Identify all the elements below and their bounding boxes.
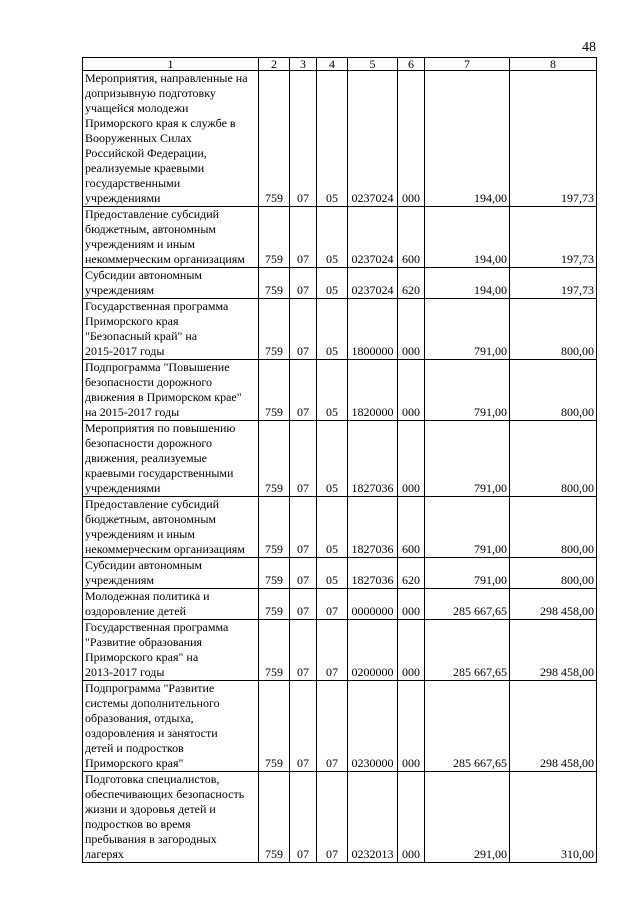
subsection-code-cell: 05: [317, 71, 348, 207]
section-code-cell: 07: [290, 207, 317, 268]
department-code-cell: 759: [259, 207, 290, 268]
target-article-cell: 1827036: [348, 558, 398, 589]
amount-col8-cell: 298 458,00: [510, 681, 597, 772]
target-article-cell: 1827036: [348, 497, 398, 558]
department-code-cell: 759: [259, 620, 290, 681]
section-code-cell: 07: [290, 268, 317, 299]
subsection-code-cell: 05: [317, 421, 348, 497]
expense-type-cell: 000: [398, 71, 425, 207]
amount-col7-cell: 285 667,65: [425, 620, 510, 681]
amount-col8-cell: 197,73: [510, 207, 597, 268]
table-row: [83, 421, 597, 497]
subsection-code-cell: 05: [317, 360, 348, 421]
amount-col8-cell: 800,00: [510, 558, 597, 589]
department-code-cell: 759: [259, 360, 290, 421]
section-code-cell: 07: [290, 620, 317, 681]
amount-col7-cell: 791,00: [425, 360, 510, 421]
header-cell: 2: [259, 58, 290, 71]
expense-type-cell: 000: [398, 772, 425, 863]
section-code-cell: 07: [290, 497, 317, 558]
table-row: [83, 268, 597, 299]
table-row: [83, 497, 597, 558]
section-code-cell: 07: [290, 71, 317, 207]
table-row: [83, 681, 597, 772]
target-article-cell: 1800000: [348, 299, 398, 360]
section-code-cell: 07: [290, 681, 317, 772]
target-article-cell: 0200000: [348, 620, 398, 681]
row-name-cell: Мероприятия по повышению безопасности дорожного движения, реализуемые краевыми государственными учреждениями: [83, 421, 259, 497]
row-name-cell: Государственная программа "Развитие образования Приморского края" на 2013-2017 годы: [83, 620, 259, 681]
expense-type-cell: 000: [398, 421, 425, 497]
table-header-row: [83, 58, 597, 71]
expense-type-cell: 000: [398, 681, 425, 772]
subsection-code-cell: 05: [317, 299, 348, 360]
table-row: [83, 772, 597, 863]
table-row: [83, 207, 597, 268]
target-article-cell: 0232013: [348, 772, 398, 863]
expense-type-cell: 600: [398, 497, 425, 558]
target-article-cell: 0237024: [348, 207, 398, 268]
row-name-cell: Субсидии автономным учреждениям: [83, 558, 259, 589]
section-code-cell: 07: [290, 299, 317, 360]
amount-col7-cell: 291,00: [425, 772, 510, 863]
subsection-code-cell: 05: [317, 558, 348, 589]
subsection-code-cell: 07: [317, 620, 348, 681]
amount-col8-cell: 800,00: [510, 299, 597, 360]
expense-type-cell: 620: [398, 558, 425, 589]
expense-type-cell: 000: [398, 299, 425, 360]
subsection-code-cell: 07: [317, 772, 348, 863]
department-code-cell: 759: [259, 268, 290, 299]
section-code-cell: 07: [290, 589, 317, 620]
target-article-cell: 0237024: [348, 71, 398, 207]
expense-type-cell: 000: [398, 620, 425, 681]
row-name-cell: Предоставление субсидий бюджетным, автономным учреждениям и иным некоммерческим организациям: [83, 207, 259, 268]
row-name-cell: Подготовка специалистов, обеспечивающих безопасность жизни и здоровья детей и подростков во время пребывания в загородных лагерях: [83, 772, 259, 863]
amount-col8-cell: 197,73: [510, 71, 597, 207]
amount-col7-cell: 285 667,65: [425, 681, 510, 772]
table-row: [83, 71, 597, 207]
department-code-cell: 759: [259, 589, 290, 620]
target-article-cell: 0230000: [348, 681, 398, 772]
table-row: [83, 589, 597, 620]
amount-col7-cell: 791,00: [425, 497, 510, 558]
subsection-code-cell: 07: [317, 589, 348, 620]
expense-type-cell: 620: [398, 268, 425, 299]
section-code-cell: 07: [290, 421, 317, 497]
amount-col8-cell: 800,00: [510, 360, 597, 421]
department-code-cell: 759: [259, 497, 290, 558]
amount-col7-cell: 194,00: [425, 268, 510, 299]
row-name-cell: Молодежная политика и оздоровление детей: [83, 589, 259, 620]
header-cell: 7: [425, 58, 510, 71]
amount-col7-cell: 791,00: [425, 299, 510, 360]
expense-type-cell: 000: [398, 589, 425, 620]
row-name-cell: Субсидии автономным учреждениям: [83, 268, 259, 299]
expense-type-cell: 600: [398, 207, 425, 268]
department-code-cell: 759: [259, 299, 290, 360]
row-name-cell: Подпрограмма "Повышение безопасности дорожного движения в Приморском крае" на 2015-2017 годы: [83, 360, 259, 421]
row-name-cell: Мероприятия, направленные на допризывную подготовку учащейся молодежи Приморского края к службе в Вооруженных Силах Российской Федерации, реализуемые краевыми государственными учреждениями: [83, 71, 259, 207]
header-cell: 5: [348, 58, 398, 71]
department-code-cell: 759: [259, 558, 290, 589]
amount-col8-cell: 298 458,00: [510, 589, 597, 620]
amount-col7-cell: 194,00: [425, 71, 510, 207]
table-row: [83, 360, 597, 421]
section-code-cell: 07: [290, 772, 317, 863]
department-code-cell: 759: [259, 681, 290, 772]
header-cell: 8: [510, 58, 597, 71]
amount-col8-cell: 310,00: [510, 772, 597, 863]
header-cell: 3: [290, 58, 317, 71]
amount-col8-cell: 298 458,00: [510, 620, 597, 681]
table-row: [83, 620, 597, 681]
section-code-cell: 07: [290, 558, 317, 589]
section-code-cell: 07: [290, 360, 317, 421]
amount-col8-cell: 197,73: [510, 268, 597, 299]
amount-col7-cell: 285 667,65: [425, 589, 510, 620]
subsection-code-cell: 05: [317, 207, 348, 268]
table-row: [83, 558, 597, 589]
row-name-cell: Предоставление субсидий бюджетным, автономным учреждениям и иным некоммерческим организациям: [83, 497, 259, 558]
expense-type-cell: 000: [398, 360, 425, 421]
target-article-cell: 1827036: [348, 421, 398, 497]
subsection-code-cell: 05: [317, 268, 348, 299]
department-code-cell: 759: [259, 71, 290, 207]
target-article-cell: 0000000: [348, 589, 398, 620]
row-name-cell: Подпрограмма "Развитие системы дополнительного образования, отдыха, оздоровления и занятости детей и подростков Приморского края": [83, 681, 259, 772]
row-name-cell: Государственная программа Приморского края "Безопасный край" на 2015-2017 годы: [83, 299, 259, 360]
target-article-cell: 0237024: [348, 268, 398, 299]
amount-col7-cell: 791,00: [425, 421, 510, 497]
department-code-cell: 759: [259, 772, 290, 863]
budget-table: [82, 57, 597, 863]
subsection-code-cell: 05: [317, 497, 348, 558]
header-cell: 6: [398, 58, 425, 71]
header-cell: 1: [83, 58, 259, 71]
target-article-cell: 1820000: [348, 360, 398, 421]
amount-col7-cell: 194,00: [425, 207, 510, 268]
amount-col8-cell: 800,00: [510, 421, 597, 497]
department-code-cell: 759: [259, 421, 290, 497]
header-cell: 4: [317, 58, 348, 71]
page-number: 48: [582, 40, 596, 55]
amount-col8-cell: 800,00: [510, 497, 597, 558]
table-row: [83, 299, 597, 360]
amount-col7-cell: 791,00: [425, 558, 510, 589]
subsection-code-cell: 07: [317, 681, 348, 772]
